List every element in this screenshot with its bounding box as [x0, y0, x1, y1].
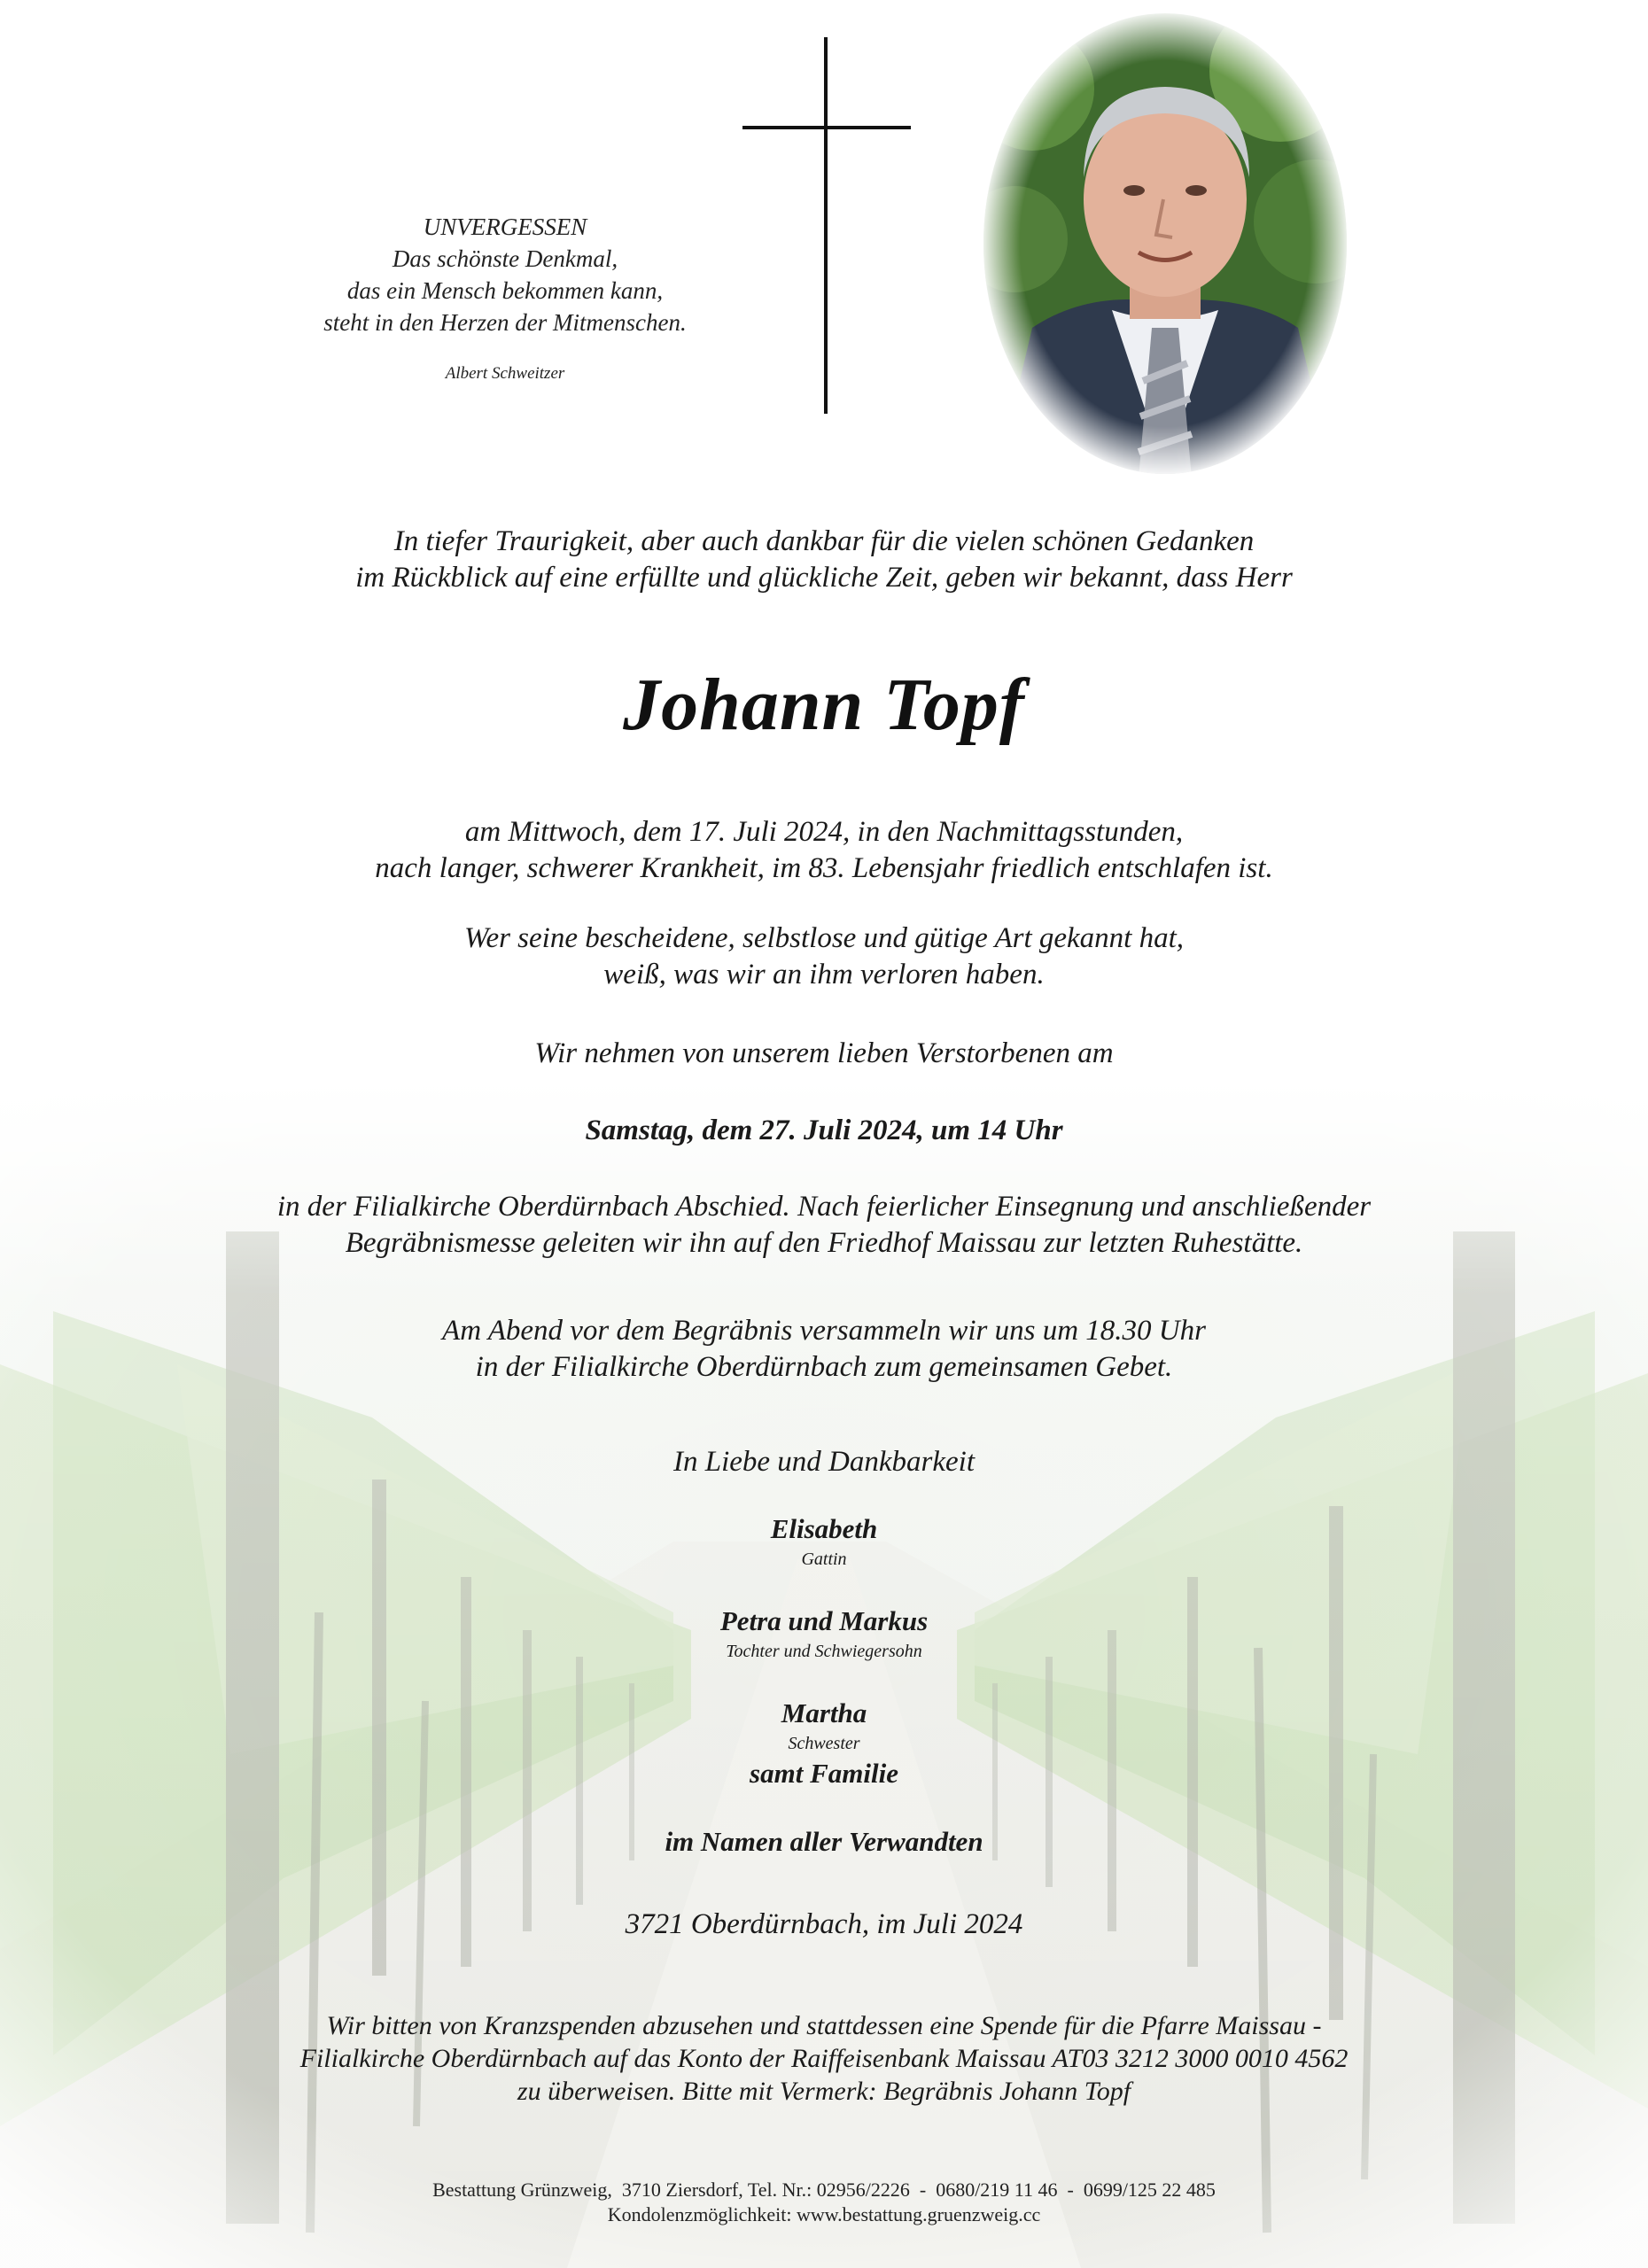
deceased-name: Johann Topf [623, 664, 1025, 746]
intro-text [0, 524, 1648, 596]
prayer-line: Am Abend vor dem Begräbnis versammeln wir uns um 18.30 Uhr [442, 1315, 1206, 1347]
portrait-photo [979, 9, 1351, 478]
family-member-role: Schwester [788, 1734, 860, 1753]
quote-line: UNVERGESSEN [423, 214, 587, 240]
funeral-home-contact: Bestattung Grünzweig, 3710 Ziersdorf, Tel. Nr.: 02956/2226 - 0680/219 11 46 - 0699/125 22 485 [432, 2179, 1216, 2201]
family-member-name: Elisabeth [770, 1513, 878, 1544]
donation-line: Filialkirche Oberdürnbach auf das Konto der Raiffeisenbank Maissau AT03 3212 3000 0010 4562 [299, 2044, 1349, 2073]
quote-block [266, 211, 744, 390]
death-line: nach langer, schwerer Krankheit, im 83. Lebensjahr friedlich entschlafen ist. [375, 852, 1273, 884]
tribute-line: weiß, was wir an ihm verloren haben. [603, 959, 1045, 990]
ceremony-text [0, 1189, 1648, 1262]
ceremony-line: Begräbnismesse geleiten wir ihn auf den Friedhof Maissau zur letzten Ruhestätte. [345, 1227, 1303, 1259]
family-member-name: Martha [781, 1697, 867, 1728]
quote-author: Albert Schweitzer [445, 364, 565, 383]
place-date: 3721 Oberdürnbach, im Juli 2024 [625, 1908, 1023, 1940]
intro-line: In tiefer Traurigkeit, aber auch dankbar für die vielen schönen Gedanken [393, 525, 1255, 557]
quote-line: Das schönste Denkmal, [392, 245, 618, 272]
prayer-line: in der Filialkirche Oberdürnbach zum gemeinsamen Gebet. [475, 1351, 1173, 1383]
intro-line: im Rückblick auf eine erfüllte und glückliche Zeit, geben wir bekannt, dass Herr [355, 562, 1293, 594]
cross-icon [742, 37, 911, 414]
footer [0, 2178, 1648, 2227]
tribute-line: Wer seine bescheidene, selbstlose und gütige Art gekannt hat, [463, 922, 1184, 954]
prayer-text [0, 1313, 1648, 1386]
death-notice [0, 814, 1648, 887]
tribute-text [0, 920, 1648, 993]
closing-text: In Liebe und Dankbarkeit [672, 1446, 975, 1478]
farewell-intro: Wir nehmen von unserem lieben Verstorbenen am [534, 1037, 1114, 1069]
family-extra: samt Familie [750, 1758, 898, 1789]
condolence-website[interactable]: Kondolenzmöglichkeit: www.bestattung.gruenzweig.cc [607, 2203, 1041, 2225]
ceremony-line: in der Filialkirche Oberdürnbach Abschied. Nach feierlicher Einsegnung und anschließender [276, 1191, 1372, 1223]
quote-line: steht in den Herzen der Mitmenschen. [323, 309, 687, 336]
family-member-role: Tochter und Schwiegersohn [726, 1642, 922, 1661]
donation-line: zu überweisen. Bitte mit Vermerk: Begräbnis Johann Topf [517, 2077, 1131, 2106]
funeral-date: Samstag, dem 27. Juli 2024, um 14 Uhr [585, 1115, 1063, 1146]
quote-line: das ein Mensch bekommen kann, [346, 277, 664, 304]
donation-line: Wir bitten von Kranzspenden abzusehen und stattdessen eine Spende für die Pfarre Maissau - [326, 2011, 1322, 2040]
donation-text [0, 2009, 1648, 2108]
relatives-text: im Namen aller Verwandten [665, 1826, 983, 1857]
family-member-role: Gattin [801, 1550, 847, 1569]
death-line: am Mittwoch, dem 17. Juli 2024, in den Nachmittagsstunden, [464, 816, 1184, 848]
family-member-name: Petra und Markus [719, 1605, 929, 1636]
